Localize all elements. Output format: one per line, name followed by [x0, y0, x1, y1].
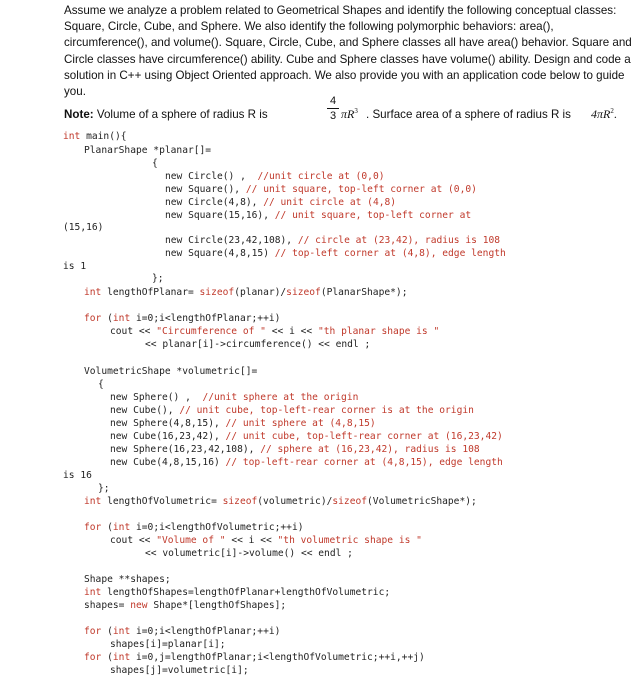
code-length-shapes: int lengthOfShapes=lengthOfPlanar+lengthOfVolumetric;: [84, 587, 391, 598]
code-line-v2: new Cube(), // unit cube, top-left-rear corner is at the origin: [110, 405, 474, 416]
code-line-v4: new Cube(16,23,42), // unit cube, top-left-rear corner at (16,23,42): [110, 431, 503, 442]
surface-formula: $4\pi R^2$.: [591, 107, 617, 121]
code-planar-decl: PlanarShape *planar[]=: [84, 145, 212, 156]
code-cout-volume: cout << "Volume of " << i << "th volumetric shape is ": [110, 535, 422, 546]
code-for-copy-planar: for (int i=0;i<lengthOfPlanar;++i): [84, 626, 281, 637]
code-length-volumetric: int lengthOfVolumetric= sizeof(volumetric)/sizeof(VolumetricShape*);: [84, 496, 477, 507]
volume-exponent: 3: [354, 107, 358, 115]
code-line-p5: new Circle(23,42,108), // circle at (23,42), radius is 108: [165, 235, 501, 246]
code-close-brace: };: [152, 273, 164, 284]
code-assign-planar: shapes[i]=planar[i];: [110, 639, 226, 650]
code-line-p1: new Circle() , //unit circle at (0,0): [165, 171, 385, 182]
code-for-volumetric: for (int i=0;i<lengthOfVolumetric;++i): [84, 522, 304, 533]
note-volume-text: Volume of a sphere of radius R is: [96, 108, 268, 121]
note-surface-text: . Surface area of a sphere of radius R is: [366, 108, 571, 121]
code-close-brace-2: };: [98, 483, 110, 494]
code-open-brace-2: {: [98, 379, 104, 390]
volume-formula: $\pi R^3$: [341, 107, 358, 121]
surface-exponent: 2: [610, 107, 614, 115]
code-volumetric-decl: VolumetricShape *volumetric[]=: [84, 366, 258, 377]
code-main: int main(){: [63, 131, 127, 142]
problem-paragraph: Assume we analyze a problem related to Geometrical Shapes and identify the following conceptual classes: Square, Circle, Cube, and Sphere. We also identify the following polymorphic behaviors: area(), circumference(), and volume(). Square, Circle, Cube, and Sphere classes all have area() behavior. Square and Circle classes have circumference() ability. Cube and Sphere classes have volume() ability. Design and code a solution in C++ using Object Oriented approach. We also provide you with an application code below to guide you.: [64, 4, 632, 99]
code-line-p6-wrap: is 1: [63, 261, 87, 272]
code-for-planar: for (int i=0;i<lengthOfPlanar;++i): [84, 313, 281, 324]
code-cout-volume-2: << volumetric[i]->volume() << endl ;: [145, 548, 353, 559]
code-open-brace: {: [152, 158, 158, 169]
fraction-denominator: 3: [329, 110, 337, 122]
code-assign-volumetric: shapes[j]=volumetric[i];: [110, 665, 249, 676]
code-line-p6: new Square(4,8,15) // top-left corner at (4,8), edge length: [165, 248, 506, 259]
code-for-copy-volumetric: for (int i=0,j=lengthOfPlanar;i<lengthOfVolumetric;++i,++j): [84, 652, 425, 663]
code-line-v3: new Sphere(4,8,15), // unit sphere at (4,8,15): [110, 418, 376, 429]
note-label: Note:: [64, 108, 94, 121]
code-cout-circumference: cout << "Circumference of " << i << "th planar shape is ": [110, 326, 440, 337]
code-length-planar: int lengthOfPlanar= sizeof(planar)/sizeof(PlanarShape*);: [84, 287, 408, 298]
code-shapes-decl: Shape **shapes;: [84, 574, 171, 585]
code-line-v6-wrap: is 16: [63, 470, 92, 481]
code-shapes-alloc: shapes= new Shape*[lengthOfShapes];: [84, 600, 287, 611]
code-line-v5: new Sphere(16,23,42,108), // sphere at (16,23,42), radius is 108: [110, 444, 480, 455]
code-line-p4-wrap: (15,16): [63, 222, 104, 233]
code-line-v6: new Cube(4,8,15,16) // top-left-rear corner at (4,8,15), edge length: [110, 457, 503, 468]
fraction-numerator: 4: [327, 95, 339, 109]
code-cout-circumference-2: << planar[i]->circumference() << endl ;: [145, 339, 371, 350]
code-line-p2: new Square(), // unit square, top-left corner at (0,0): [165, 184, 477, 195]
code-line-p4: new Square(15,16), // unit square, top-left corner at: [165, 210, 472, 221]
code-line-p3: new Circle(4,8), // unit circle at (4,8): [165, 197, 397, 208]
code-line-v1: new Sphere() , //unit sphere at the origin: [110, 392, 359, 403]
